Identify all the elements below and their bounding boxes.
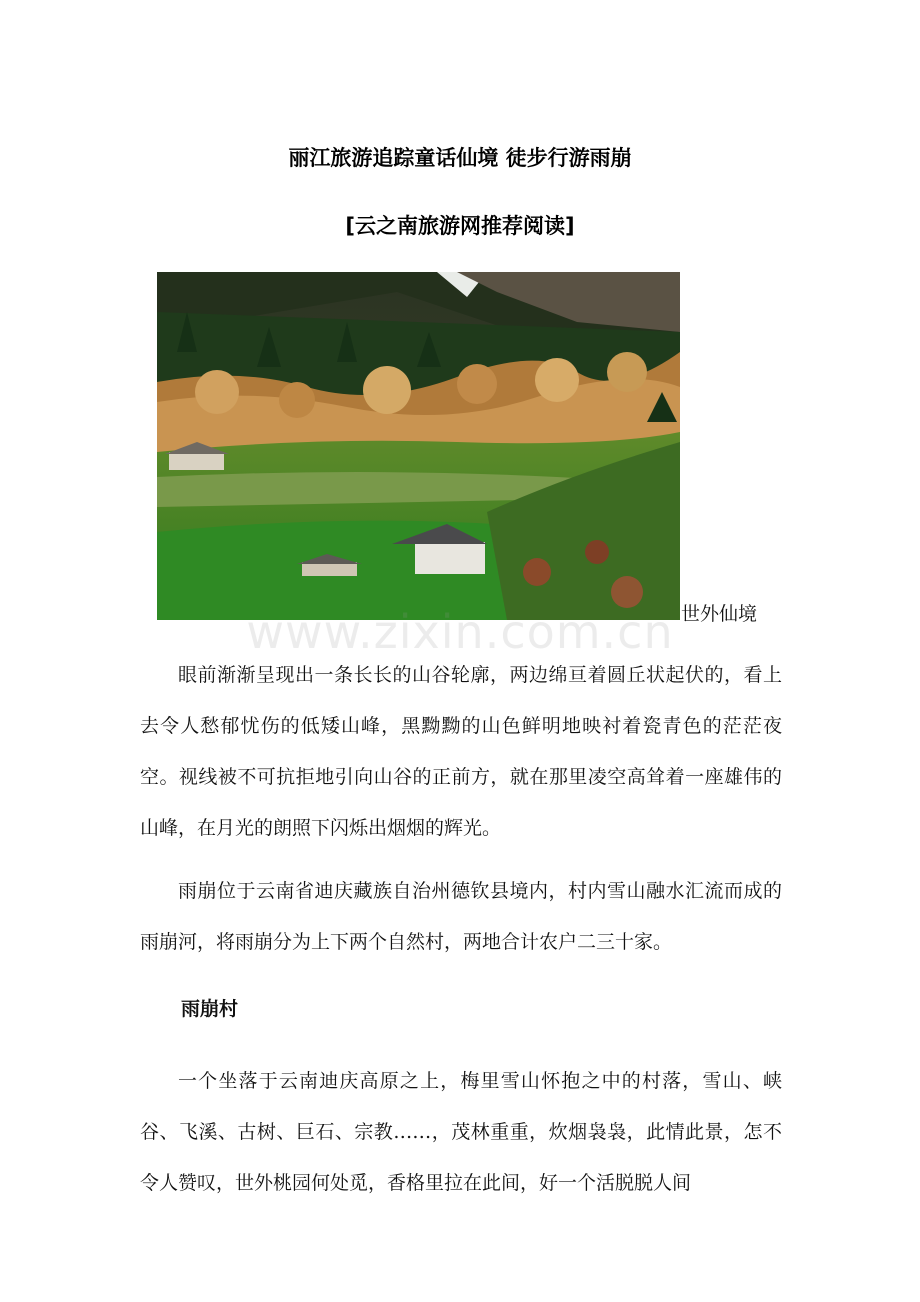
article-subtitle: [云之南旅游网推荐阅读]	[345, 214, 575, 238]
article-title: 丽江旅游追踪童话仙境 徒步行游雨崩	[288, 146, 632, 170]
landscape-photo	[157, 272, 680, 620]
paragraph-location: 雨崩位于云南省迪庆藏族自治州德钦县境内，村内雪山融水汇流而成的雨崩河，将雨崩分为上下两个自然村，两地合计农户二三十家。	[140, 880, 782, 953]
watermark: www.zixin.com.cn	[246, 605, 674, 659]
section-heading: 雨崩村	[181, 998, 239, 1020]
image-caption: 世外仙境	[681, 603, 758, 625]
paragraph-valley: 眼前渐渐呈现出一条长长的山谷轮廓，两边绵亘着圆丘状起伏的，看上去令人愁郁忧伤的低矮山峰，黑黝黝的山色鲜明地映衬着瓷青色的茫茫夜空。视线被不可抗拒地引向山谷的正前方，就在那里凌空高耸着一座雄伟的山峰，在月光的朗照下闪烁出烟烟的辉光。	[140, 664, 782, 839]
paragraph-village: 一个坐落于云南迪庆高原之上，梅里雪山怀抱之中的村落，雪山、峡谷、飞溪、古树、巨石、宗教……，茂林重重，炊烟袅袅，此情此景，怎不令人赞叹，世外桃园何处觅，香格里拉在此间，好一个活脱脱人间	[140, 1070, 782, 1194]
